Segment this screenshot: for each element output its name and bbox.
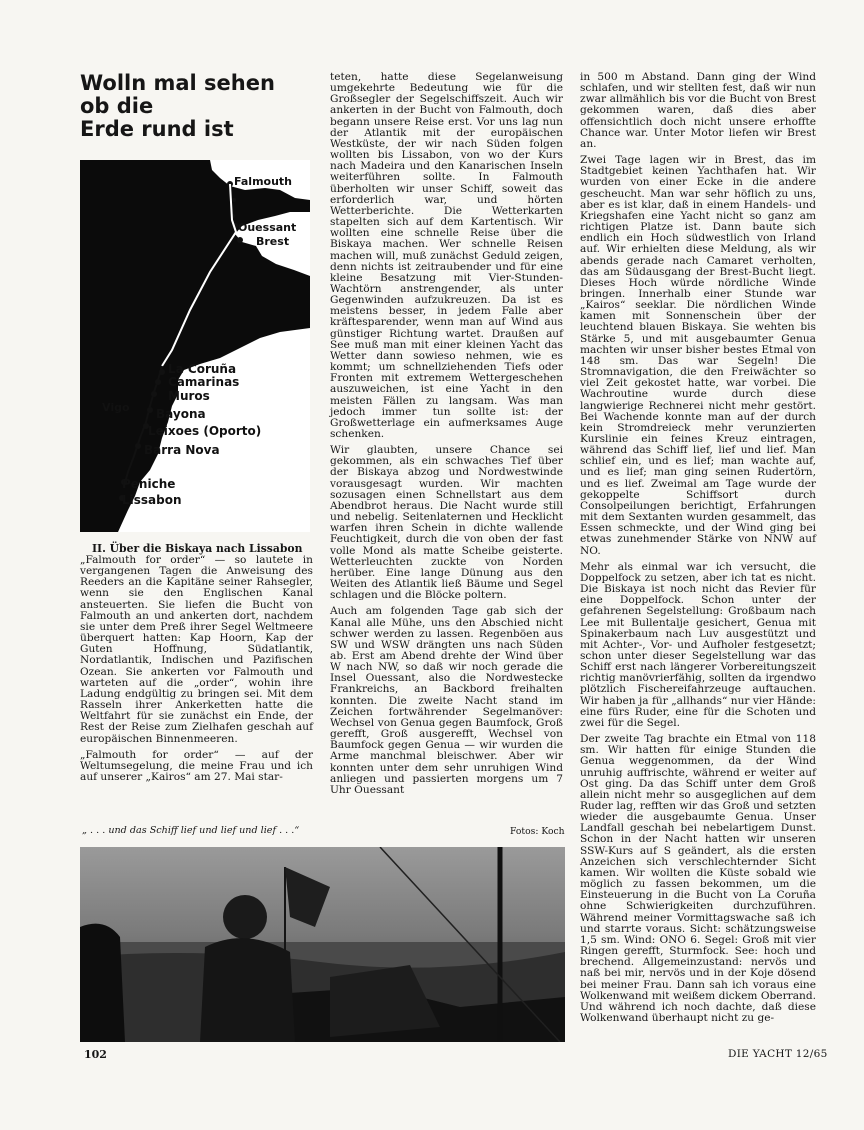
paragraph: Wir glaubten, unsere Chance sei gekommen, als ein schwaches Tief über der Biskaya abzog und Nordwestwinde vorausgesagt wurden. Wir machten sozusagen einen Schnellstart aus dem Abendbrot heraus. Die Nacht wurde still und nebelig. Seitenlaternen und Hecklicht warfen ihren Schein in dichte wallende Feuchtigkeit, durch die von oben der fast volle Mond als matte Scheibe geisterte. Wetterleuchten zuckte von Norden herüber. Eine lange Dünung aus den Weiten des Atlantik ließ Bäume und Segel schlagen und die Blöcke poltern.	[330, 444, 563, 602]
paragraph: Der zweite Tag brachte ein Etmal von 118 sm. Wir hatten für einige Stunden die Genua weggenommen, da der Wind unruhig auffrischte, während er weiter auf Ost ging. Da das Schiff unter dem Groß allein nicht mehr so ausgeglichen auf dem Ruder lag, refften wir das Groß und setzten wieder die ausgebaumte Genua. Unser Landfall geschah bei nebelartigem Dunst. Schon in der Nacht hatten wir unseren SSW-Kurs auf S geändert, als die ersten Anzeichen sich verschlechternder Sicht kamen. Wir wollten die Küste sobald wie möglich zu fassen bekommen, um die Einsteuerung in die Bucht von La Coruña ohne Schwierigkeiten durchzuführen. Während meiner Vormittagswache saß ich und starrte voraus. Sicht: schätzungsweise 1,5 sm. Wind: ONO 6. Segel: Groß mit vier Ringen gerefft, Sturmfock. See: hoch und brechend. Allgemeinzustand: nervös und naß bei mir, nervös und in der Koje dösend bei meiner Frau. Dann sah ich voraus eine Wolkenwand mit weißem dickem Oberrand. Und während ich noch dachte, daß diese Wolkenwand überhaupt nicht zu ge-	[580, 733, 816, 1024]
section-heading: II. Über die Biskaya nach Lissabon	[92, 542, 303, 555]
map-label-leixoes: Leixoes (Oporto)	[148, 424, 262, 438]
map-label-bayona: Bayona	[156, 407, 206, 421]
sailing-photo	[80, 847, 565, 1042]
text-column-1	[80, 555, 313, 783]
route-dot	[151, 391, 157, 397]
route-line-sea	[162, 184, 236, 366]
photo-caption: „ . . . und das Schiff lief und lief und lief . . .“	[82, 825, 300, 836]
route-map-svg	[80, 160, 310, 532]
route-map	[80, 160, 310, 532]
map-label-muros: Muros	[168, 389, 210, 403]
map-label-camarinas: Camarinas	[168, 375, 240, 389]
paragraph: teten, hatte diese Segelanweisung umgekehrte Bedeutung wie für die Großsegler der Segelschiffszeit. Auch wir ankerten in der Bucht von Falmouth, doch begann unsere Reise erst. Vor uns lag nun der Atlantik mit der europäischen Westküste, der wir nach Süden folgen wollten bis Lissabon, von wo der Kurs nach Madeira und den Kanarischen Inseln weiterführen sollte. In Falmouth überholten wir unser Schiff, soweit das erforderlich war, und hörten Wetterberichte. Die Wetterkarten stapelten sich auf dem Kartentisch. Wir wollten eine schnelle Reise über die Biskaya machen. Wer schnelle Reisen machen will, muß zunächst Geduld zeigen, denn nichts ist zeitraubender und für eine kleine Besatzung mit Vier-Stunden-Wachtörn anstrengender, als unter Gegenwinden aufzukreuzen. Da ist es meistens besser, in jedem Falle aber kräftesparender, wenn man auf Wind aus günstiger Richtung wartet. Draußen auf See muß man mit einer kleinen Yacht das Wetter dann sowieso nehmen, wie es kommt; um schnellziehenden Tiefs oder Fronten mit extremem Wettergeschehen auszuweichen, ist eine Yacht in den meisten Fällen zu langsam. Was man jedoch immer tun sollte ist: der Großwetterlage ein aufmerksames Auge schenken.	[330, 71, 563, 440]
text-column-2	[330, 72, 563, 796]
route-dot	[159, 369, 165, 375]
map-label-la-coruna: La Coruña	[168, 362, 237, 376]
route-dot	[135, 443, 141, 449]
route-dot	[237, 237, 243, 243]
headline-line-1: Wolln mal sehen	[80, 71, 275, 95]
route-dot	[147, 407, 153, 413]
sailing-photo-svg	[80, 847, 565, 1042]
page-number: 102	[84, 1048, 107, 1061]
map-label-barra-nova: Barra Nova	[144, 443, 220, 457]
map-label-peniche: Peniche	[122, 477, 176, 491]
headline	[80, 72, 315, 141]
map-label-ouessant: Ouessant	[238, 221, 297, 234]
route-dot	[155, 379, 161, 385]
paragraph: Mehr als einmal war ich versucht, die Doppelfock zu setzen, aber ich tat es nicht. Die Biskaya ist noch nicht das Revier für eine Doppelfock. Schon unter der gefahrenen Segelstellung: Großbaum nach Lee mit Bullentalje gesichert, Genua mit Spinakerbaum nach Luv ausgestützt und mit Achter-, Vor- und Aufholer festgesetzt; schon unter dieser Segelstellung war das Schiff erst nach längerer Vorbereitungszeit richtig manövrierfähig, sollten da irgendwo plötzlich Fischereifahrzeuge auftauchen. Wir haben ja für „allhands“ nur vier Hände: eine fürs Ruder, eine für die Schoten und zwei für die Segel.	[580, 560, 816, 729]
map-label-brest: Brest	[256, 235, 290, 248]
map-label-falmouth: Falmouth	[234, 175, 293, 188]
paragraph: „Falmouth for order“ — so lautete in vergangenen Tagen die Anweisung des Reeders an die Kapitäne seiner Rahsegler, wenn sie den Englischen Kanal ansteuerten. Sie liefen die Bucht von Falmouth an und ankerten dort, nachdem sie unter dem Preß ihrer Segel Weltmeere überquert hatten: Kap Hoorn, Kap der Guten Hoffnung, Südatlantik, Nordatlantik, Indischen und Pazifischen Ozean. Sie ankerten vor Falmouth und warteten auf die „order“, wohin ihre Ladung endgültig zu bringen sei. Mit dem Rasseln ihrer Ankerketten hatte die Weltfahrt für sie zunächst ein Ende, der Rest der Reise zum Zielhafen geschah auf europäischen Binnenmeeren.	[80, 554, 313, 745]
paragraph: Zwei Tage lagen wir in Brest, das im Stadtgebiet keinen Yachthafen hat. Wir wurden von einer Ecke in die andere gescheucht. Man war sehr höflich zu uns, aber es ist klar, daß in einem Handels- und Kriegshafen eine Yacht nicht so ganz am richtigen Platze ist. Dann baute sich endlich ein Hoch südwestlich von Irland auf. Wir erhielten diese Meldung, als wir abends gerade nach Camaret verholten, das am Südausgang der Brest-Bucht liegt. Dieses Hoch würde nördliche Winde bringen. Innerhalb einer Stunde war „Kairos“ seeklar. Die nördlichen Winde kamen mit Sonnenschein über der leuchtend blauen Biskaya. Sie wehten bis Stärke 5, und mit ausgebaumter Genua machten wir unser bisher bestes Etmal von 148 sm. Das war Segeln! Die Stromnavigation, die den Freiwächter so viel Zeit gekostet hatte, war vorbei. Die Wachroutine wurde durch diese langwierige Rechnerei nicht mehr gestört. Bei Wachende konnte man auf der durch kein Stromdreieck mehr verunzierten Kurslinie ein feines Kreuz eintragen, während das Schiff lief, lief und lief. Man schlief ein, und es lief; man wachte auf, und es lief; man ging seinen Rudertörn, und es lief. Zweimal am Tage wurde der gekoppelte Schiffsort durch Consolpeilungen berichtigt, Erfahrungen mit dem Sextanten wurden gesammelt, das Essen schmeckte, und der Wind ging bei etwas zunehmender Stärke von NNW auf NO.	[580, 154, 816, 557]
route-dot	[232, 198, 236, 202]
magazine-reference: DIE YACHT 12/65	[728, 1048, 828, 1060]
map-label-lissabon: Lissabon	[122, 493, 182, 507]
headline-line-2: ob die	[80, 94, 154, 118]
text-column-3	[580, 72, 816, 1024]
map-label-vigo: Vigo	[102, 401, 130, 414]
paragraph: Auch am folgenden Tage gab sich der Kanal alle Mühe, uns den Abschied nicht schwer werden zu lassen. Regenböen aus SW und WSW drängten uns nach Süden ab. Erst am Abend drehte der Wind über W nach NW, so daß wir noch gerade die Insel Ouessant, also die Nordwestecke Frankreichs, an Backbord freihalten konnten. Die zweite Nacht stand im Zeichen fortwährender Segelmanöver: Wechsel von Genua gegen Baumfock, Groß gerefft, Groß ausgerefft, Wechsel von Baumfock gegen Genua — wir wurden die Arme manchmal bleischwer. Aber wir konnten unter dem sehr unruhigen Wind anliegen und passierten morgens um 7 Uhr Ouessant	[330, 605, 563, 796]
photo-credit: Fotos: Koch	[510, 826, 565, 837]
paragraph: in 500 m Abstand. Dann ging der Wind schlafen, und wir stellten fest, daß wir nun zwar allmählich bis vor die Bucht von Brest gekommen waren, daß dies aber offensichtlich doch nicht unsere erhoffte Chance war. Unter Motor liefen wir Brest an.	[580, 71, 816, 150]
paragraph: „Falmouth for order“ — auf der Weltumsegelung, die meine Frau und ich auf unserer „Kairos“ am 27. Mai star-	[80, 748, 313, 783]
headline-line-3: Erde rund ist	[80, 117, 234, 141]
